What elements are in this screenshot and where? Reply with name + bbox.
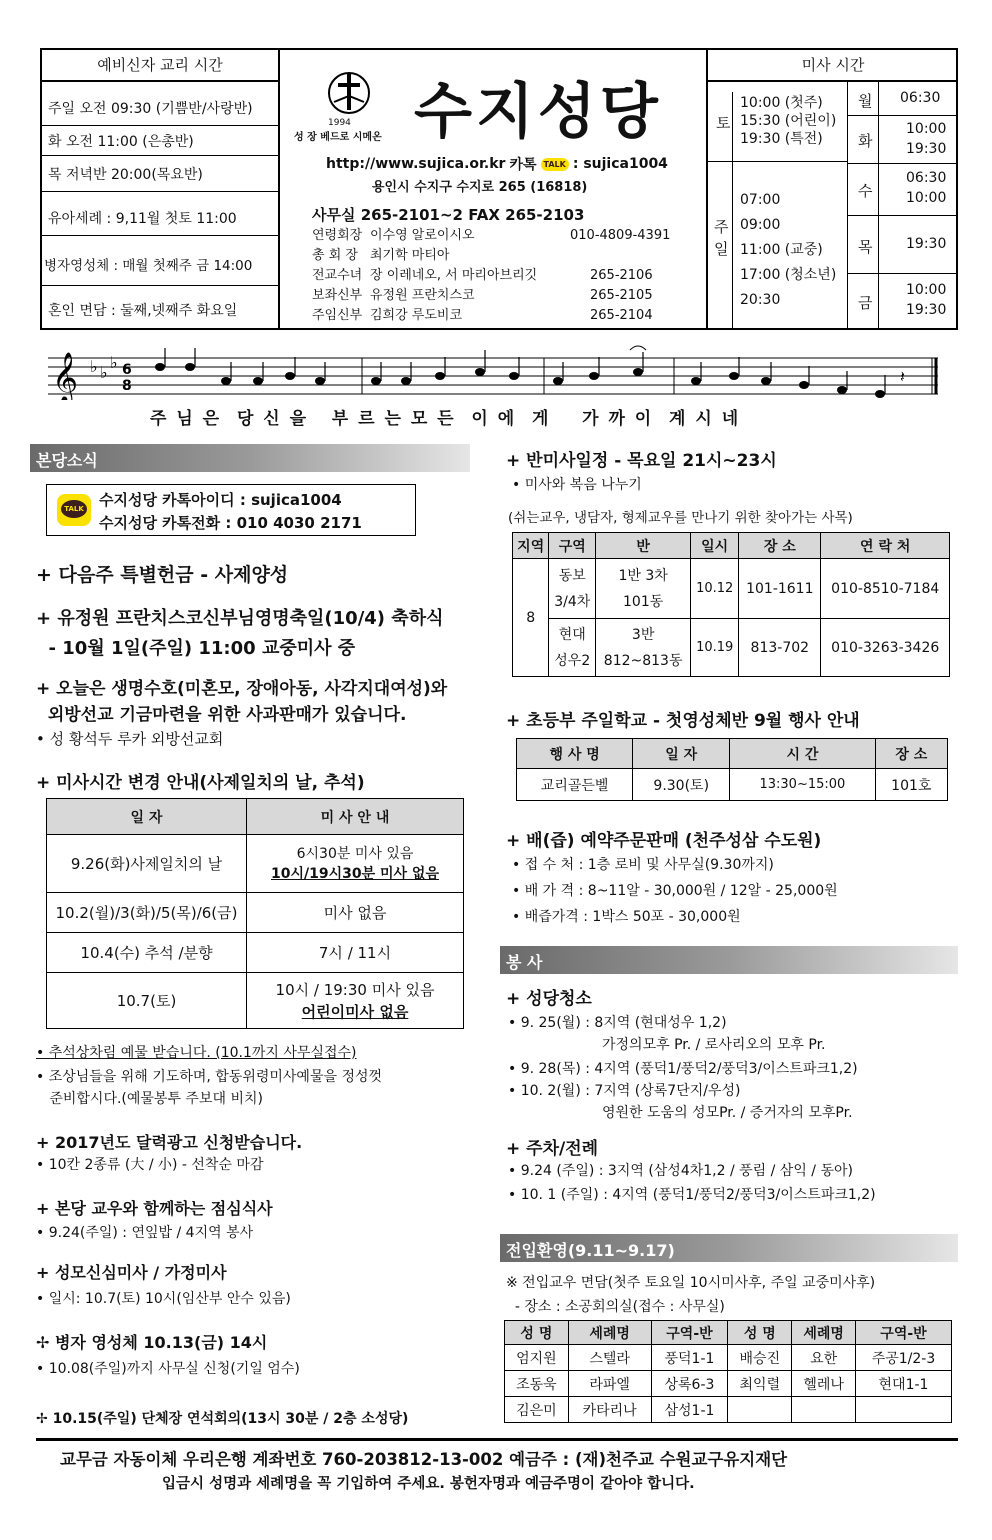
- mass-time-title: 미사 시간: [708, 54, 958, 82]
- kakao-talk-icon: TALK: [57, 494, 91, 526]
- staff-row: 연령회장 이수영 알로이시오 010-4809-4391: [312, 228, 671, 243]
- welcome-place: - 장소 : 소공회의실(접수 : 사무실): [506, 1299, 725, 1315]
- first-communion-table: 행 사 명 일 자 시 간 장 소 교리골든벨 9.30(토) 13:30~15:00 101호: [516, 738, 948, 801]
- apple-sale: + 오늘은 생명수호(미혼모, 장애아동, 사각지대여성)와: [36, 679, 448, 699]
- staff-row: 주임신부 김희강 루도비코 265-2104: [312, 308, 653, 323]
- sunday-times: 07:00 09:00 11:00 (교중) 17:00 (청소년) 20:30: [740, 192, 837, 308]
- logo-caption: 성 장 베드로 시메온: [294, 132, 382, 143]
- ban-mass-note: (쉬는교우, 냉담자, 형제교우를 만나기 위한 찾아가는 사목): [508, 510, 853, 526]
- office-phone: 사무실 265-2101~2 FAX 265-2103: [312, 206, 585, 224]
- feast-celebration: + 유정원 프란치스코신부님영명축일(10/4) 축하식: [36, 608, 444, 629]
- marian-mass-detail: • 일시: 10.7(토) 10시(임산부 안수 있음): [36, 1291, 291, 1307]
- marian-mass: + 성모신심미사 / 가정미사: [36, 1263, 227, 1282]
- catechism-title: 예비신자 교리 시간: [42, 54, 278, 82]
- svg-text:♭: ♭: [90, 357, 98, 376]
- svg-text:6: 6: [122, 362, 132, 378]
- sunday-label: 주일: [714, 218, 729, 258]
- welcome-banner: 전입환영(9.11~9.17): [500, 1234, 958, 1262]
- marriage-meeting: 혼인 면담 : 둘째,넷째주 화요일: [48, 303, 238, 319]
- cleaning-heading: + 성당청소: [506, 989, 592, 1009]
- svg-text:♭: ♭: [110, 353, 118, 372]
- parking-row: • 9.24 (주일) : 3지역 (삼성4차1,2 / 풍림 / 삼익 / 동아): [508, 1163, 853, 1179]
- sick-communion: 병자영성체 : 매월 첫째주 금 14:00: [42, 242, 278, 286]
- pear-juice-price: • 배즙가격 : 1박스 50포 - 30,000원: [512, 909, 741, 925]
- address: 용인시 수지구 수지로 265 (16818): [372, 180, 588, 195]
- cleaning-row: 영원한 도움의 성모Pr. / 증거자의 모후Pr.: [602, 1105, 853, 1121]
- parking-row: • 10. 1 (주일) : 4지역 (풍덕1/풍덕2/풍덕3/이스트파크1,2): [508, 1187, 876, 1203]
- ban-mass-detail: • 미사와 복음 나누기: [512, 477, 642, 493]
- lunch-detail: • 9.24(주일) : 연잎밥 / 4지역 봉사: [36, 1225, 254, 1241]
- parish-news-banner: 본당소식: [30, 444, 470, 472]
- pear-sale-place: • 접 수 처 : 1층 로비 및 사무실(9.30까지): [512, 857, 774, 873]
- welcome-table: 성 명 세례명 구역-반 성 명 세례명 구역-반 엄지원 스텔라 풍덕1-1 배승진 요한 주공1/2-3 조동욱 라파엘 상록6-3 최익렬 헬레나 현대1-1 김은미 카타리나 삼성1-1: [504, 1320, 952, 1423]
- kakao-box: [46, 484, 416, 536]
- church-logo: [324, 68, 374, 118]
- church-name: 수지성당: [414, 77, 662, 147]
- cleaning-row: • 9. 28(목) : 4지역 (풍덕1/풍덕2/풍덕3/이스트파크1,2): [508, 1061, 858, 1077]
- welcome-note: ※ 전입교우 면담(첫주 토요일 10시미사후, 주일 교중미사후): [506, 1275, 876, 1291]
- mass-times: [708, 82, 958, 330]
- apple-sale-detail: 외방선교 기금마련을 위한 사과판매가 있습니다.: [36, 705, 407, 725]
- svg-text:𝄽: 𝄽: [900, 367, 905, 386]
- staff-row: 총 회 장 최기학 마티아: [312, 248, 450, 263]
- sunday-block: [708, 162, 848, 330]
- footer-account: 교무금 자동이체 우리은행 계좌번호 760-203812-13-002 예금주 : (재)천주교 수원교구유지재단: [60, 1450, 788, 1469]
- saturday-times: 10:00 (첫주) 15:30 (어린이) 19:30 (특전): [740, 95, 837, 147]
- svg-text:8: 8: [122, 378, 132, 394]
- sick-communion-detail: • 10.08(주일)까지 사무실 신청(기일 엄수): [36, 1361, 300, 1377]
- footer-note: 입금시 성명과 세례명을 꼭 기입하여 주세요. 봉헌자명과 예금주명이 같아야 합니다.: [162, 1476, 695, 1492]
- pear-sale-heading: + 배(즙) 예약주문판매 (천주성삼 수도원): [506, 831, 822, 851]
- first-communion-heading: + 초등부 주일학교 - 첫영성체반 9월 행사 안내: [506, 711, 860, 731]
- mass-change-table: 일 자 미 사 안 내 9.26(화)사제일치의 날 6시30분 미사 있음 10시/19시30분 미사 없음 10.2(월)/3(화)/5(목)/6(금) 미사 없음 10.4(수) 추석 /분향 7시 / 11시 10.7(토) 10시 / 19:30 미사 있음 어린이미사 없음: [46, 798, 464, 1029]
- staff-row: 전교수녀 장 이레네오, 서 마리아브리깃 265-2106: [312, 268, 653, 283]
- memorial-mass-note: • 조상님들을 위해 기도하며, 합동위령미사예물을 정성껏: [36, 1069, 383, 1085]
- staff-list: [312, 226, 670, 326]
- lunch-heading: + 본당 교우와 함께하는 점심식사: [36, 1199, 273, 1218]
- website-link[interactable]: http://www.sujica.or.kr: [326, 156, 506, 172]
- kakao-id-line: 수지성당 카톡아이디 : sujica1004: [99, 491, 342, 509]
- ban-mass-heading: + 반미사일정 - 목요일 21시~23시: [506, 451, 777, 471]
- music-staff: [48, 344, 938, 400]
- footer-rule: [36, 1438, 958, 1441]
- music-lyrics: 주 님 은 당 신 을 부 르 는 모 든 이 에 게 가 까 이 계 시 네: [150, 409, 741, 429]
- leaders-meeting: ✢ 10.15(주일) 단체장 연석회의(13시 30분 / 2층 소성당): [36, 1411, 409, 1427]
- parking-heading: + 주차/전례: [506, 1139, 599, 1159]
- contact-line: [326, 154, 668, 174]
- calendar-ad: + 2017년도 달력광고 신청받습니다.: [36, 1133, 303, 1152]
- kakao-label: 카톡: [509, 157, 537, 173]
- divider: [278, 50, 280, 328]
- cleaning-row: • 10. 2(월) : 7지역 (상록7단지/우성): [508, 1083, 741, 1099]
- svg-text:𝄞: 𝄞: [52, 352, 79, 400]
- ban-mass-table: 지역 구역 반 일시 장 소 연 락 처 8 동보 3/4차 1반 3차 101동 10.12 101-1611 010-8510-7184 현대 성우2 3반 812~813동 10.19 813-702 010-3263-3426: [512, 532, 950, 677]
- kakao-id: : sujica1004: [572, 156, 668, 172]
- saturday-label: 토: [716, 114, 731, 132]
- special-offering: + 다음주 특별헌금 - 사제양성: [36, 564, 289, 586]
- cleaning-row: 가정의모후 Pr. / 로사리오의 모후 Pr.: [602, 1037, 826, 1053]
- catechism-row: 목 저녁반 20:00(목요반): [42, 156, 278, 192]
- logo-year: 1994: [328, 118, 351, 128]
- weekday-block: 월 06:30 화 10:00 19:30 수 06:30 10:00 목 19:30 금 10:00 19:30: [848, 82, 958, 330]
- chuseok-offering: • 추석상차림 예물 받습니다. (10.1까지 사무실접수): [36, 1045, 357, 1061]
- infant-baptism: 유아세례 : 9,11월 첫토 11:00: [42, 200, 278, 236]
- sick-communion-heading: ✢ 병자 영성체 10.13(금) 14시: [36, 1333, 268, 1352]
- memorial-mass-note-2: 준비합시다.(예물봉투 주보대 비치): [36, 1091, 263, 1107]
- feast-celebration-detail: - 10월 1일(주일) 11:00 교중미사 중: [36, 638, 356, 659]
- service-banner: 봉 사: [500, 946, 958, 974]
- svg-text:♭: ♭: [100, 363, 108, 382]
- header-box: [40, 48, 958, 330]
- mass-change-heading: + 미사시간 변경 안내(사제일치의 날, 추석): [36, 773, 365, 793]
- kakao-phone-line: 수지성당 카톡전화 : 010 4030 2171: [99, 514, 362, 532]
- cleaning-row: • 9. 25(월) : 8지역 (현대성우 1,2): [508, 1015, 727, 1031]
- saturday-block: [708, 82, 848, 162]
- kakao-talk-icon: TALK: [541, 158, 569, 171]
- catechism-row: 화 오전 11:00 (은총반): [42, 126, 278, 156]
- calendar-ad-detail: • 10칸 2종류 (大 / 小) - 선착순 마감: [36, 1157, 264, 1173]
- mission-society: • 성 황석두 루카 외방선교회: [36, 730, 224, 748]
- staff-row: 보좌신부 유정원 프란치스코 265-2105: [312, 288, 653, 303]
- pear-sale-price: • 배 가 격 : 8~11알 - 30,000원 / 12알 - 25,000원: [512, 883, 838, 899]
- catechism-row: 주일 오전 09:30 (기쁨반/사랑반): [42, 90, 278, 126]
